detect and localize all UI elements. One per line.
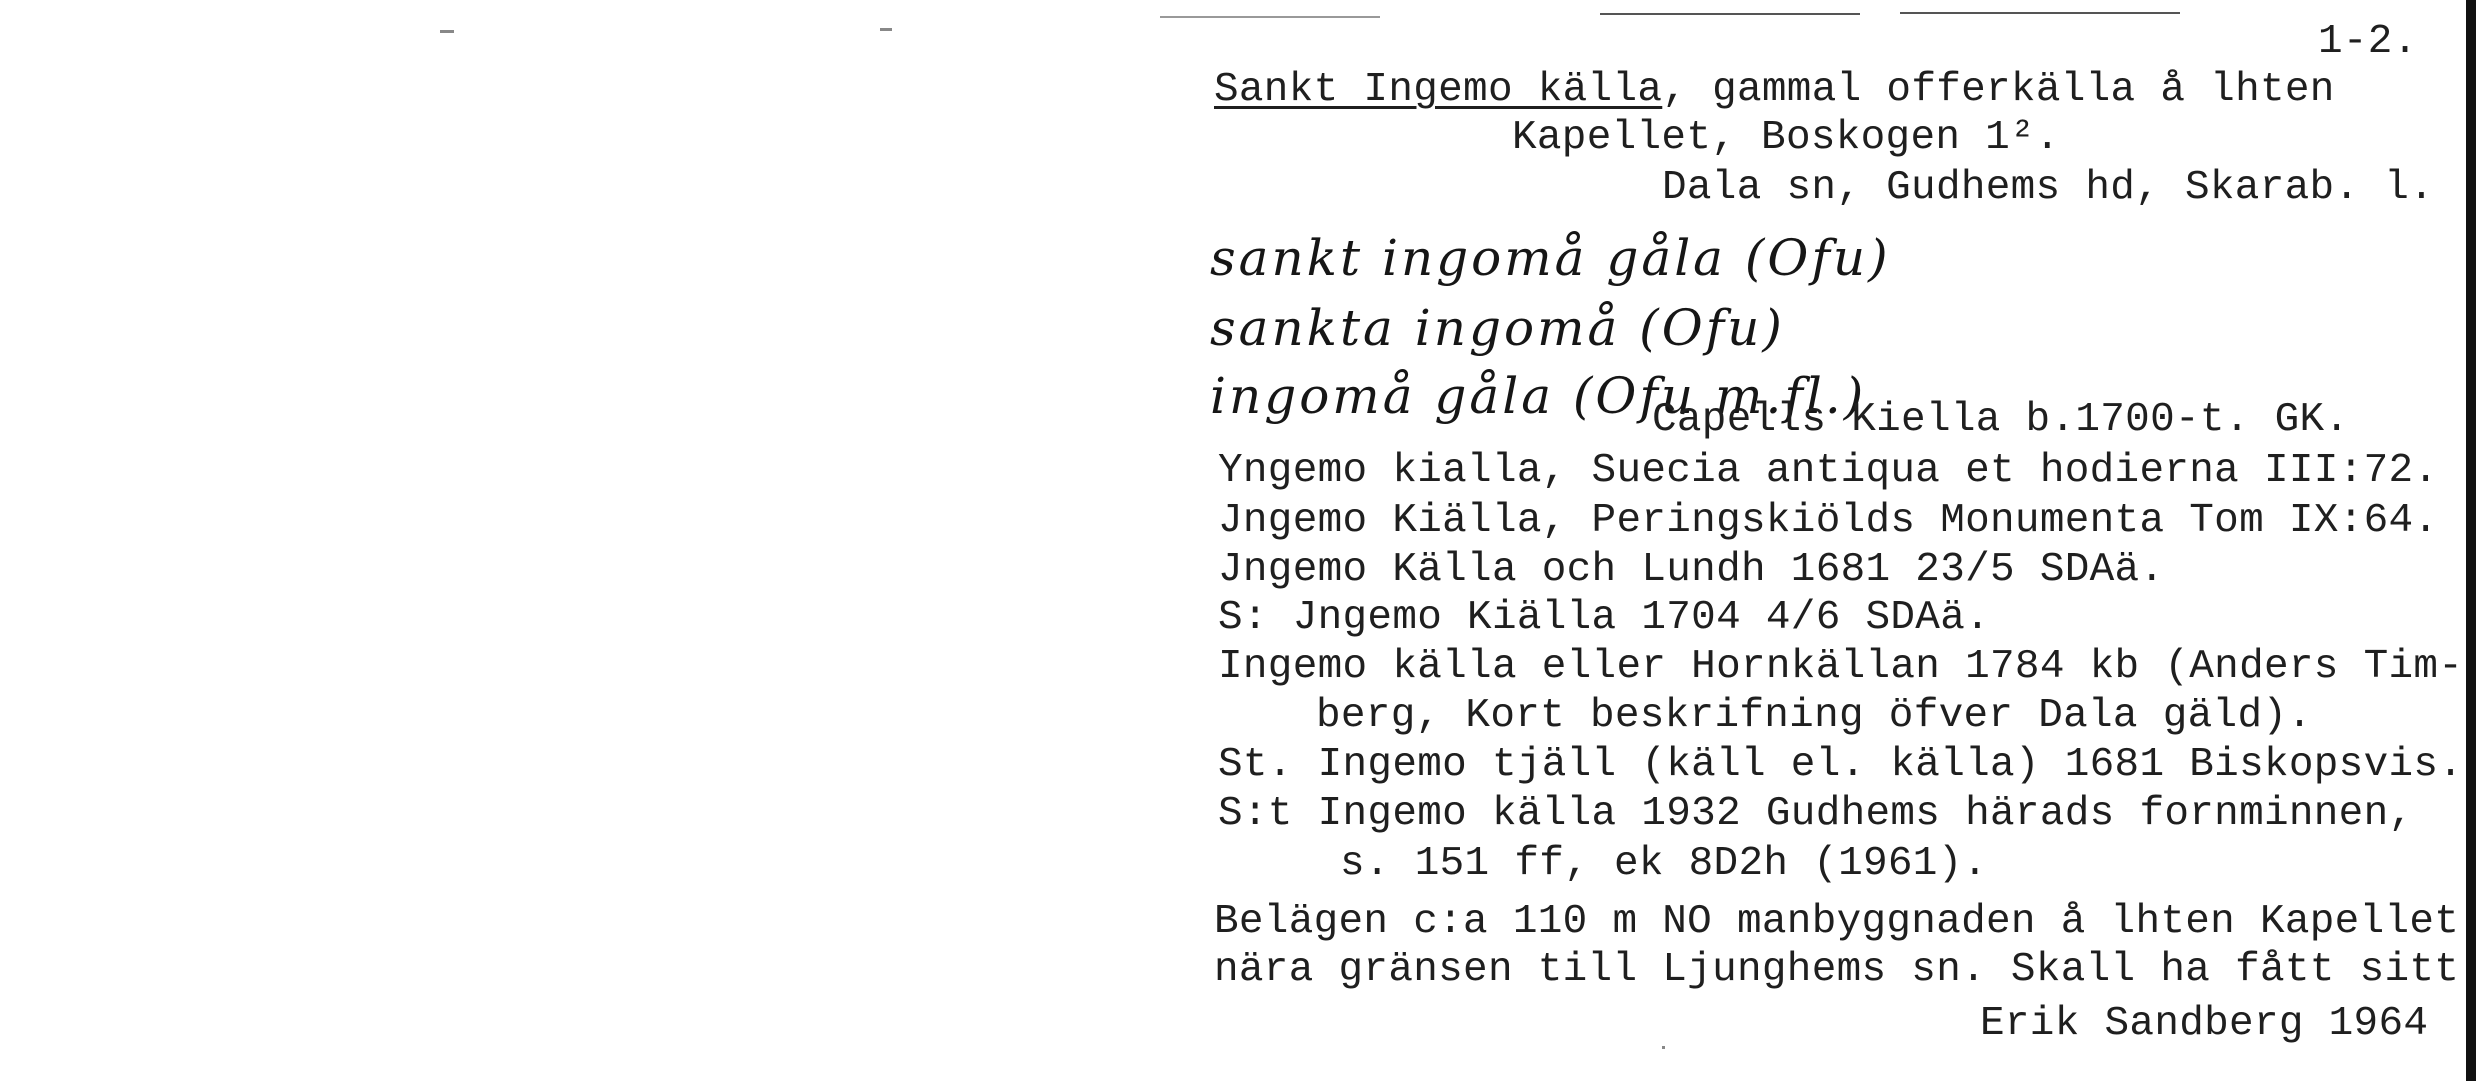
place-name: Sankt Ingemo källa: [1214, 67, 1663, 113]
source-entry: St. Ingemo tjäll (käll el. källa) 1681 Biskopsvis.: [1218, 742, 2464, 788]
parish-line: Dala sn, Gudhems hd, Skarab. l.: [1662, 165, 2435, 211]
scan-speck: [1662, 1046, 1665, 1049]
source-entry: Jngemo Källa och Lundh 1681 23/5 SDAä.: [1218, 547, 2165, 593]
location-note: Belägen c:a 110 m NO manbyggnaden å lhten Kapellet: [1214, 899, 2460, 945]
source-entry: S:t Ingemo källa 1932 Gudhems härads fornminnen,: [1218, 791, 2414, 837]
source-entry: Jngemo Kiälla, Peringskiölds Monumenta Tom IX:64.: [1218, 498, 2439, 544]
scan-edge-line: [1160, 16, 1380, 18]
source-entry: Capells Kiella b.1700-t. GK.: [1652, 397, 2350, 443]
location-line: Kapellet, Boskogen 1².: [1512, 115, 2060, 161]
scan-speck: [880, 28, 892, 31]
handwritten-pronunciation: sankta ingomå (Ofu): [1210, 299, 1785, 357]
handwritten-pronunciation: ingomå gåla (Ofu m.fl.): [1210, 367, 1867, 425]
source-entry: Yngemo kialla, Suecia antiqua et hodierna III:72.: [1218, 448, 2439, 494]
card-right-edge: [2466, 0, 2476, 1081]
source-entry: S: Jngemo Kiälla 1704 4/6 SDAä.: [1218, 595, 1991, 641]
scan-speck: [440, 30, 454, 33]
scan-edge-line: [1900, 12, 2180, 14]
location-note: nära gränsen till Ljunghems sn. Skall ha fått sitt: [1214, 947, 2460, 993]
source-entry-continuation: s. 151 ff, ek 8D2h (1961).: [1340, 841, 1988, 887]
page-number: 1-2.: [2318, 19, 2418, 65]
card-title-line: [1214, 66, 2335, 114]
handwritten-pronunciation: sankt ingomå gåla (Ofu): [1210, 229, 1891, 287]
signature: Erik Sandberg 1964: [1980, 1001, 2429, 1047]
source-entry: Ingemo källa eller Hornkällan 1784 kb (Anders Tim-: [1218, 644, 2464, 690]
place-description: , gammal offerkälla å lhten: [1662, 67, 2335, 113]
scan-edge-line: [1600, 13, 1860, 15]
source-entry-continuation: berg, Kort beskrifning öfver Dala gäld).: [1316, 693, 2313, 739]
